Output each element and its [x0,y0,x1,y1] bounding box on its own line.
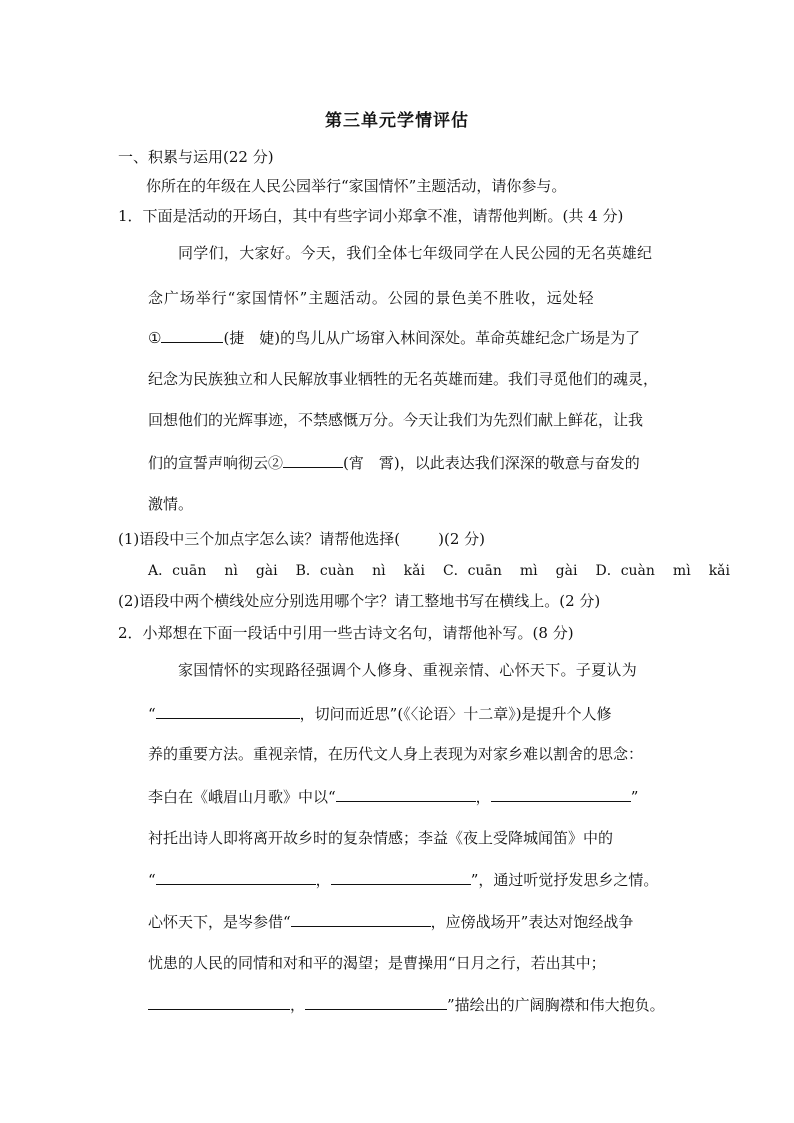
answer-blank-10[interactable] [305,994,447,1010]
comma: ， [475,788,491,806]
q1-paragraph-line-5: 回想他们的光辉事迹，不禁感慨万分。今天让我们为先烈们献上鲜花，让我 [148,411,644,429]
comma: ， [315,871,331,889]
answer-blank-4[interactable] [336,786,476,802]
q2-line-9-text: ”描绘出的广阔胸襟和伟大抱负。 [447,996,665,1014]
q2-paragraph-line-1: 家国情怀的实现路径强调个人修身、重视亲情、心怀天下。子夏认为 [178,661,638,679]
q1-paragraph-line-3 [148,327,640,348]
answer-blank-5[interactable] [491,786,631,802]
answer-blank-2[interactable] [283,452,343,468]
q2-paragraph-line-2 [148,703,612,724]
blank-1-marker: ① [148,329,162,347]
quote-open: “ [148,871,156,889]
q2-line-2-text: ，切问而近思”(《〈论语〉十二章》)是提升个人修 [299,705,612,723]
q1-paragraph-line-6 [148,452,640,473]
answer-blank-8[interactable] [291,911,431,927]
q2-line-7-text: 心怀天下，是岑参借“ [148,913,291,931]
quote-open: “ [148,705,156,723]
q1-sub1-score: )(2 分) [438,530,485,548]
blank-2-text: (宵 霄)，以此表达我们深深的敬意与奋发的 [343,454,640,472]
q1-paragraph-line-4: 纪念为民族独立和人民解放事业牺牲的无名英雄而建。我们寻觅他们的魂灵， [148,370,659,388]
q2-paragraph-line-4 [148,786,638,807]
q1-sub2: (2)语段中两个横线处应分别选用哪个字？请工整地书写在横线上。(2 分) [118,592,601,610]
blank-2-lead: 们的宣誓声响彻云② [148,454,284,472]
choice-b[interactable]: B．cuàn nì kǎi [295,563,425,579]
q2-paragraph-line-9 [148,994,665,1015]
comma: ， [290,996,306,1014]
q2-line-4-text: 李白在《峨眉山月歌》中以“ [148,788,336,806]
blank-1-text: (捷 婕)的鸟儿从广场窜入林间深处。革命英雄纪念广场是为了 [223,329,641,347]
q1-paragraph-line-1: 同学们，大家好。今天，我们全体七年级同学在人民公园的无名英雄纪 [178,244,653,262]
question-1-stem: 1．下面是活动的开场白，其中有些字词小郑拿不准，请帮他判断。(共 4 分) [118,207,624,225]
q1-sub1-prompt: (1)语段中三个加点字怎么读？请帮他选择( [118,530,401,548]
q2-paragraph-line-6 [148,869,658,890]
choice-a[interactable]: A．cuān nì gài [148,563,278,579]
q2-line-7-text-end: ，应傍战场开”表达对饱经战争 [430,913,634,931]
q1-paragraph-line-7: 激情。 [148,495,194,513]
q2-paragraph-line-8: 忧患的人民的同情和对和平的渴望；是曹操用“日月之行，若出其中； [148,954,606,972]
q2-line-6-text: ”，通过听觉抒发思乡之情。 [470,871,659,889]
answer-blank-1[interactable] [161,327,223,343]
page-title: 第三单元学情评估 [325,111,469,131]
section-heading: 一、积累与运用(22 分) [118,148,274,166]
q1-paragraph-line-2: 念广场举行“家国情怀”主题活动。公园的景色美不胜收，远处轻 [148,289,595,307]
q2-paragraph-line-3: 养的重要方法。重视亲情，在历代文人身上表现为对家乡难以割舍的思念： [148,745,644,763]
question-2-stem: 2．小郑想在下面一段话中引用一些古诗文名句，请帮他补写。(8 分) [118,624,574,642]
answer-blank-7[interactable] [331,869,471,885]
q1-choices [148,561,730,581]
q1-sub1 [118,529,485,549]
quote-close: ” [630,788,639,806]
answer-blank-9[interactable] [148,994,290,1010]
q2-paragraph-line-5: 衬托出诗人即将离开故乡时的复杂情感；李益《夜上受降城闻笛》中的 [148,829,614,847]
answer-blank-3[interactable] [156,703,300,719]
answer-blank-6[interactable] [156,869,316,885]
q2-paragraph-line-7 [148,911,633,932]
section-intro: 你所在的年级在人民公园举行“家国情怀”主题活动，请你参与。 [146,177,567,195]
choice-c[interactable]: C．cuān mì gài [442,563,578,579]
choice-d[interactable]: D．cuàn mì kǎi [595,563,730,579]
